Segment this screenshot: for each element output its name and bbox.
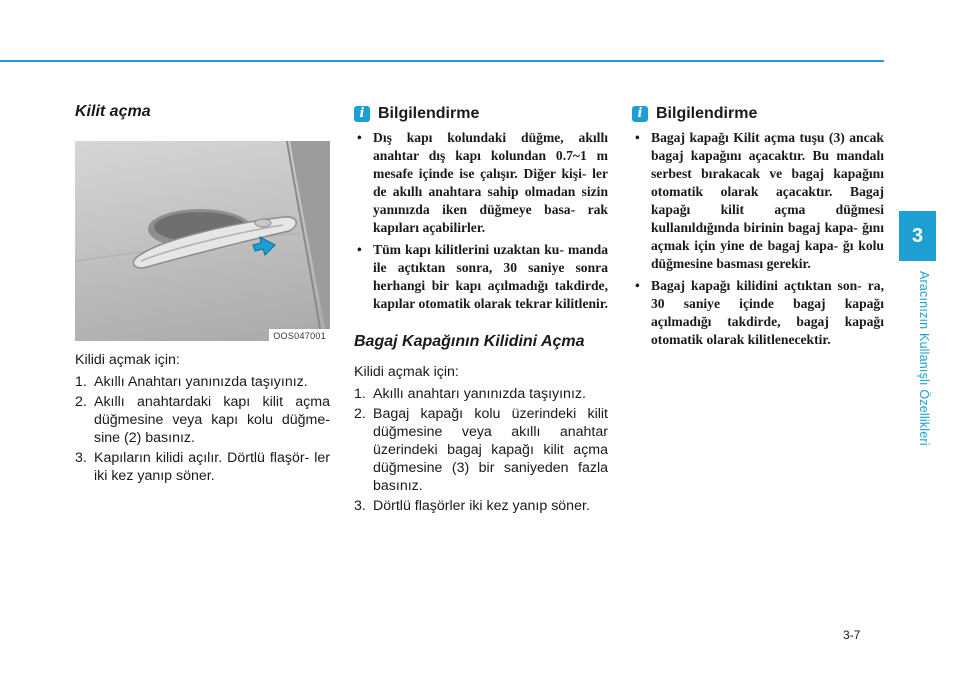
list-item	[354, 497, 608, 515]
info-bullets	[354, 129, 608, 313]
step-number: 1.	[354, 386, 366, 402]
info-bullets	[632, 129, 884, 349]
section-title-kilit-acma: Kilit açma	[75, 103, 151, 120]
figure-code: OOS047001	[269, 329, 330, 341]
list-item	[632, 277, 884, 349]
chapter-side-label	[917, 271, 933, 451]
step-text: Kapıların kilidi açılır. Dörtlü flaşör- ler iki kez yanıp söner.	[94, 450, 330, 484]
step-text: Akıllı Anahtarı yanınızda taşıyınız.	[94, 374, 308, 390]
bullet-icon: •	[635, 278, 640, 293]
column-2	[354, 95, 608, 517]
step-number: 3.	[75, 450, 87, 466]
bullet-text: Bagaj kapağı Kilit açma tuşu (3) ancak bagaj kapağını açacaktır. Bu mandalı serbest bırakacak ve bagaj kapağını otomatik olarak açacaktır. Bagaj kapağı kilit açma düğmesi kullanıldığında birinin bagaj kapa- ğını açmak için yine de bagaj kapa- ğı kolu düğmesine basması gerekir.	[651, 130, 884, 271]
info-icon: i	[354, 106, 370, 122]
step-number: 3.	[354, 498, 366, 514]
trunk-intro: Kilidi açmak için:	[354, 364, 459, 380]
step-text: Dörtlü flaşörler iki kez yanıp söner.	[373, 498, 590, 514]
info-header	[354, 105, 608, 123]
info-title: Bilgilendirme	[656, 105, 758, 122]
list-item	[354, 385, 608, 403]
unlock-intro: Kilidi açmak için:	[75, 352, 180, 368]
step-text: Akıllı anahtarı yanınızda taşıyınız.	[373, 386, 586, 402]
list-item	[632, 129, 884, 273]
trunk-instructions	[354, 363, 608, 515]
info-icon: i	[632, 106, 648, 122]
list-item	[354, 129, 608, 237]
bullet-icon: •	[635, 130, 640, 145]
door-handle-figure	[75, 141, 330, 341]
page-number: 3-7	[843, 628, 861, 642]
trunk-steps	[354, 385, 608, 515]
unlock-instructions	[75, 351, 330, 485]
section-title-bagaj: Bagaj Kapağının Kilidini Açma	[354, 333, 585, 350]
unlock-steps	[75, 373, 330, 485]
list-item	[75, 449, 330, 485]
list-item	[75, 373, 330, 391]
info-header	[632, 105, 884, 123]
list-item	[354, 405, 608, 495]
bullet-icon: •	[357, 242, 362, 257]
step-number: 2.	[354, 406, 366, 422]
column-1	[75, 95, 330, 487]
bullet-text: Tüm kapı kilitlerini uzaktan ku- manda ile açtıktan sonra, 30 saniye sonra herhangi bir kapı açılmadığı takdirde, kapılar otomatik olarak tekrar kilitlenir.	[373, 242, 609, 311]
step-text: Akıllı anahtardaki kapı kilit açma düğmesine veya kapı kolu düğme- sine (2) basınız.	[94, 394, 330, 446]
column-3	[632, 95, 884, 353]
step-number: 1.	[75, 374, 87, 390]
step-text: Bagaj kapağı kolu üzerindeki kilit düğmesine veya akıllı anahtar üzerindeki bagaj kapağı kilit açma düğmesine (3) bir saniyeden fazla basınız.	[373, 406, 608, 494]
step-number: 2.	[75, 394, 87, 410]
list-item	[75, 393, 330, 447]
chapter-tab: 3	[899, 211, 936, 261]
door-handle-illustration	[75, 141, 330, 341]
top-rule	[0, 60, 884, 62]
bullet-text: Bagaj kapağı kilidini açtıktan son- ra, 30 saniye içinde bagaj kapağı açılmadığı takdirde, bagaj kapağı otomatik olarak kilitlenecektir.	[651, 278, 884, 347]
chapter-label: Aracınızın Kullanışlı Özellikleri	[917, 271, 931, 446]
list-item	[354, 241, 608, 313]
bullet-text: Dış kapı kolundaki düğme, akıllı anahtar dış kapı kolundan 0.7~1 m mesafe içinde ise çalışır. Diğer kişi- ler de akıllı anahtara sahip olmadan sizin yanınızda iken düğmeye basa- rak kapıları açabilirler.	[373, 130, 608, 235]
info-title: Bilgilendirme	[378, 105, 480, 122]
bullet-icon: •	[357, 130, 362, 145]
